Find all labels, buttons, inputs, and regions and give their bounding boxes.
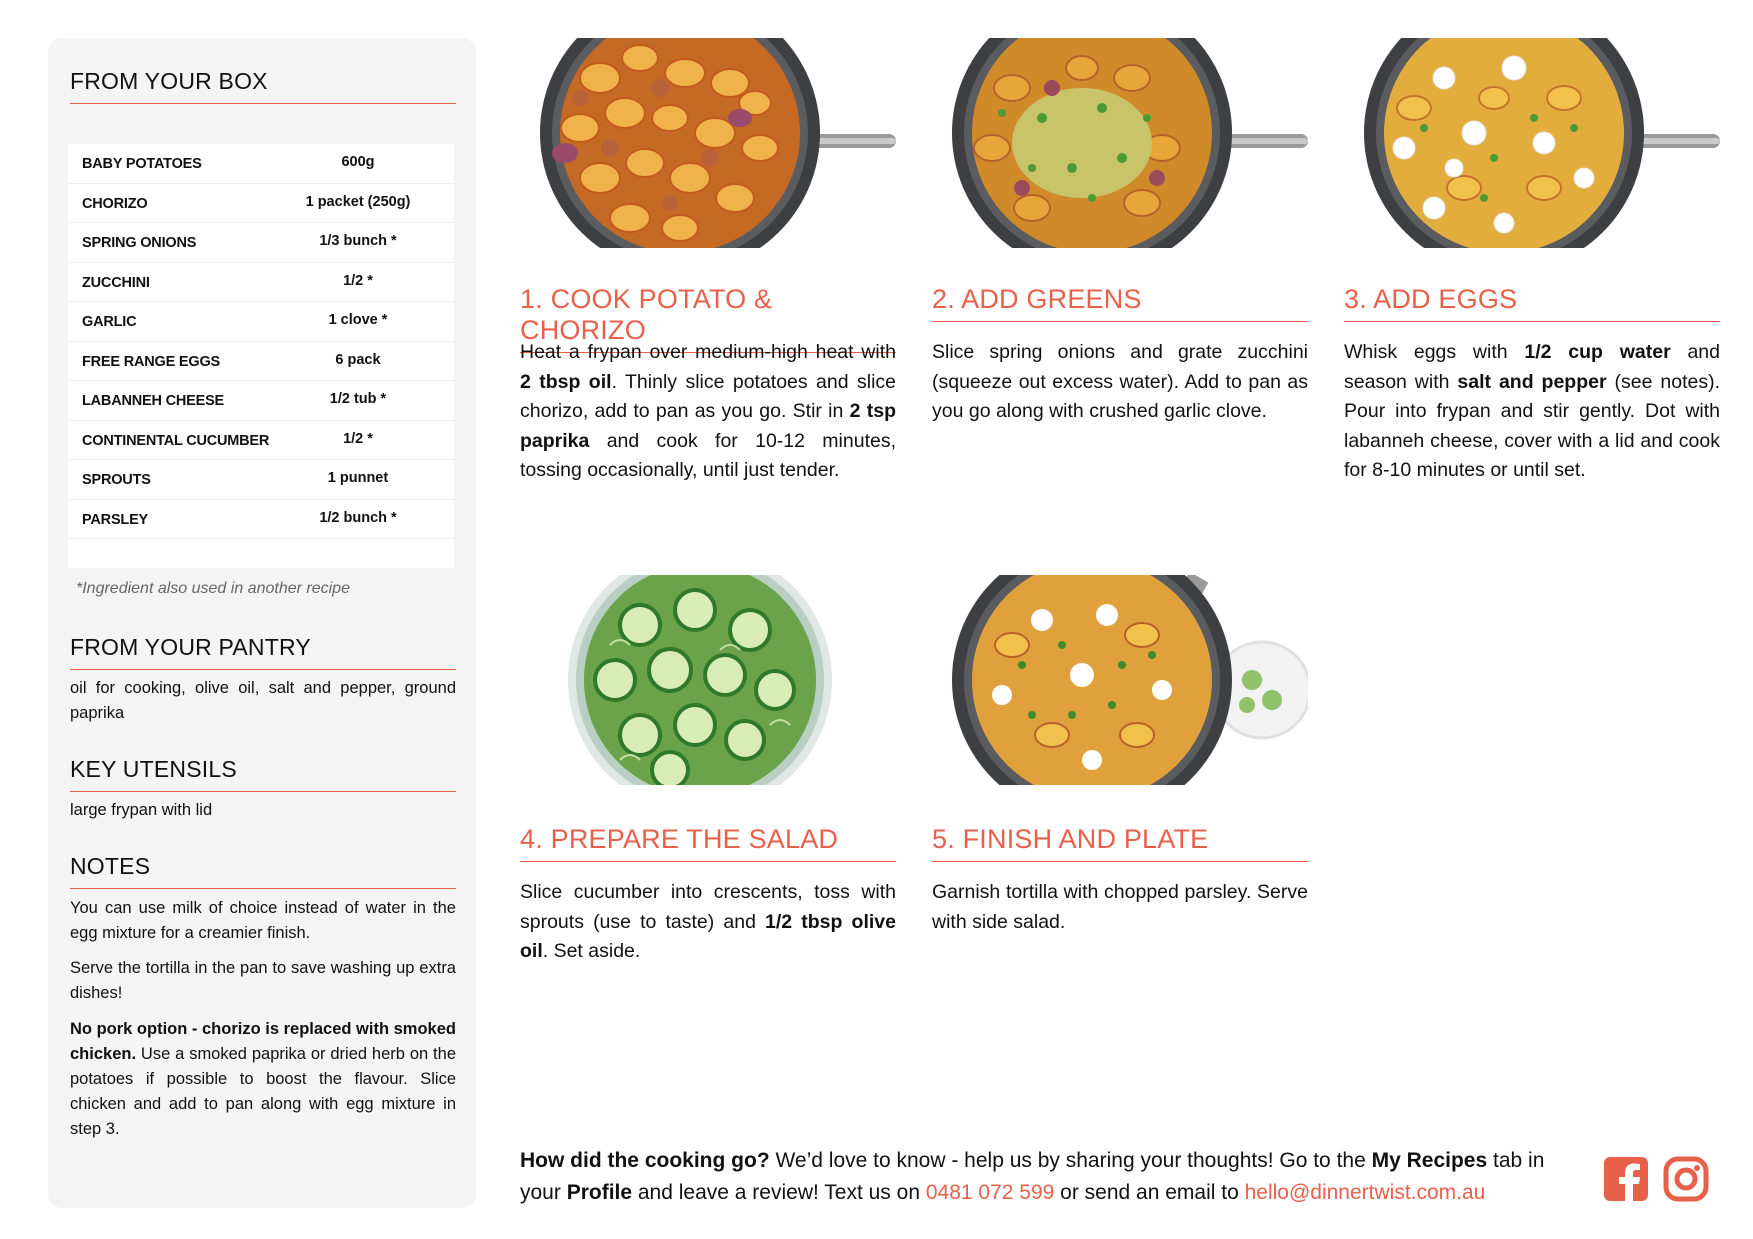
text-run: Whisk eggs with bbox=[1344, 341, 1525, 363]
utensils-title: KEY UTENSILS bbox=[70, 756, 456, 792]
ingredient-name: SPRING ONIONS bbox=[82, 235, 197, 251]
step-5-text bbox=[932, 878, 1308, 937]
bold-run: 1/2 cup water bbox=[1524, 341, 1671, 363]
step-3-photo bbox=[1344, 38, 1720, 248]
instagram-icon[interactable] bbox=[1662, 1155, 1710, 1203]
pantry-title: FROM YOUR PANTRY bbox=[70, 634, 456, 670]
text-run: (see notes). Pour into frypan and stir gently. Dot with labanneh cheese, cover with a lid and cook for 8-10 minutes or until set. bbox=[1344, 370, 1720, 481]
ingredient-qty: 600g bbox=[341, 154, 375, 170]
facebook-icon[interactable] bbox=[1602, 1155, 1650, 1203]
step-4-title: 4. PREPARE THE SALAD bbox=[520, 824, 896, 862]
table-row bbox=[68, 184, 454, 224]
text-run: . Thinly slice potatoes and slice chorizo, add to pan as you go. Stir in bbox=[520, 370, 896, 422]
text-run: and cook for 10-12 minutes, tossing occasionally, until just tender. bbox=[520, 429, 896, 481]
ingredient-name: BABY POTATOES bbox=[82, 156, 202, 172]
text-run: and season with bbox=[1344, 341, 1720, 393]
ingredient-qty: 1 packet (250g) bbox=[305, 193, 411, 210]
bold-run: 1/2 tbsp olive oil bbox=[520, 910, 896, 962]
step-1-title: 1. COOK POTATO & CHORIZO bbox=[520, 284, 896, 353]
ingredient-footnote: *Ingredient also used in another recipe bbox=[76, 580, 350, 597]
table-row bbox=[68, 302, 454, 342]
table-row bbox=[68, 421, 454, 461]
text-run: . Set aside. bbox=[542, 940, 641, 962]
note-3-bold: No pork option - chorizo is replaced with smoked chicken. bbox=[70, 1020, 456, 1063]
text-run: and leave a review! Text us on bbox=[632, 1181, 926, 1204]
ingredient-name: CONTINENTAL CUCUMBER bbox=[82, 432, 270, 449]
step-2-photo bbox=[932, 38, 1308, 248]
ingredient-qty: 1/2 tub * bbox=[329, 391, 387, 407]
bold-run: 2 tbsp oil bbox=[520, 370, 612, 393]
ingredient-name: ZUCCHINI bbox=[82, 274, 150, 291]
bold-run: 2 tsp paprika bbox=[520, 400, 896, 452]
ingredient-qty: 1/2 * bbox=[343, 430, 373, 447]
text-run: Slice cucumber into crescents, toss with sprouts (use to taste) and bbox=[520, 881, 896, 933]
ingredient-qty: 1 clove * bbox=[328, 312, 388, 328]
step-2-title: 2. ADD GREENS bbox=[932, 284, 1308, 322]
note-1: You can use milk of choice instead of water in the egg mixture for a creamier finish. bbox=[70, 899, 456, 942]
step-3-text bbox=[1344, 338, 1720, 486]
ingredient-name: LABANNEH CHEESE bbox=[82, 393, 225, 409]
ingredient-qty: 1/2 bunch * bbox=[319, 509, 397, 526]
note-2: Serve the tortilla in the pan to save washing up extra dishes! bbox=[70, 959, 456, 1002]
table-row bbox=[68, 381, 454, 421]
ingredient-qty: 1/3 bunch * bbox=[319, 233, 397, 249]
step-3-title: 3. ADD EGGS bbox=[1344, 284, 1720, 322]
sidebar bbox=[48, 38, 476, 1208]
ingredient-name: SPROUTS bbox=[82, 472, 151, 488]
step-1-text bbox=[520, 338, 896, 486]
note-3 bbox=[70, 1017, 456, 1142]
ingredient-name: PARSLEY bbox=[82, 511, 149, 528]
ingredients-table bbox=[68, 144, 454, 568]
step-1-photo bbox=[520, 38, 896, 248]
phone-link[interactable]: 0481 072 599 bbox=[925, 1181, 1055, 1204]
table-row bbox=[68, 263, 454, 303]
ingredient-qty: 1/2 * bbox=[343, 272, 373, 289]
pantry-text: oil for cooking, olive oil, salt and pepper, ground paprika bbox=[70, 679, 456, 722]
text-run: Heat a frypan over medium-high heat with bbox=[520, 341, 896, 363]
notes-title: NOTES bbox=[70, 853, 456, 889]
ingredient-qty: 1 punnet bbox=[327, 470, 389, 486]
text-run: tab in your bbox=[520, 1149, 1545, 1204]
table-row bbox=[68, 500, 454, 540]
table-row bbox=[68, 342, 454, 382]
my-recipes-link[interactable]: My Recipes bbox=[1371, 1149, 1488, 1172]
profile-link[interactable]: Profile bbox=[566, 1181, 633, 1204]
footer-question: How did the cooking go? bbox=[520, 1149, 770, 1172]
text-run: We’d love to know - help us by sharing your thoughts! Go to the bbox=[769, 1149, 1372, 1172]
utensils-text: large frypan with lid bbox=[70, 801, 213, 819]
ingredient-qty: 6 pack bbox=[335, 351, 381, 368]
table-row bbox=[68, 460, 454, 500]
box-title: FROM YOUR BOX bbox=[70, 68, 456, 104]
text-run: Garnish tortilla with chopped parsley. Serve with side salad. bbox=[932, 881, 1308, 933]
ingredient-name: GARLIC bbox=[82, 314, 137, 330]
bold-run: salt and pepper bbox=[1457, 370, 1607, 393]
step-4-photo bbox=[520, 575, 896, 785]
ingredient-name: CHORIZO bbox=[82, 195, 148, 212]
text-run: or send an email to bbox=[1054, 1181, 1245, 1204]
email-link[interactable]: hello@dinnertwist.com.au bbox=[1244, 1181, 1486, 1204]
feedback-footer bbox=[520, 1145, 1580, 1209]
step-2-text bbox=[932, 338, 1308, 427]
table-row bbox=[68, 223, 454, 263]
step-5-title: 5. FINISH AND PLATE bbox=[932, 824, 1308, 862]
note-3-rest: Use a smoked paprika or dried herb on the potatoes if possible to boost the flavour. Slice chicken and add to pan along with egg mixture in step 3. bbox=[70, 1045, 456, 1138]
step-4-text bbox=[520, 878, 896, 967]
table-row bbox=[68, 144, 454, 184]
text-run: Slice spring onions and grate zucchini (squeeze out excess water). Add to pan as you go along with crushed garlic clove. bbox=[932, 341, 1308, 422]
step-5-photo bbox=[932, 575, 1308, 785]
ingredient-name: FREE RANGE EGGS bbox=[82, 353, 220, 370]
